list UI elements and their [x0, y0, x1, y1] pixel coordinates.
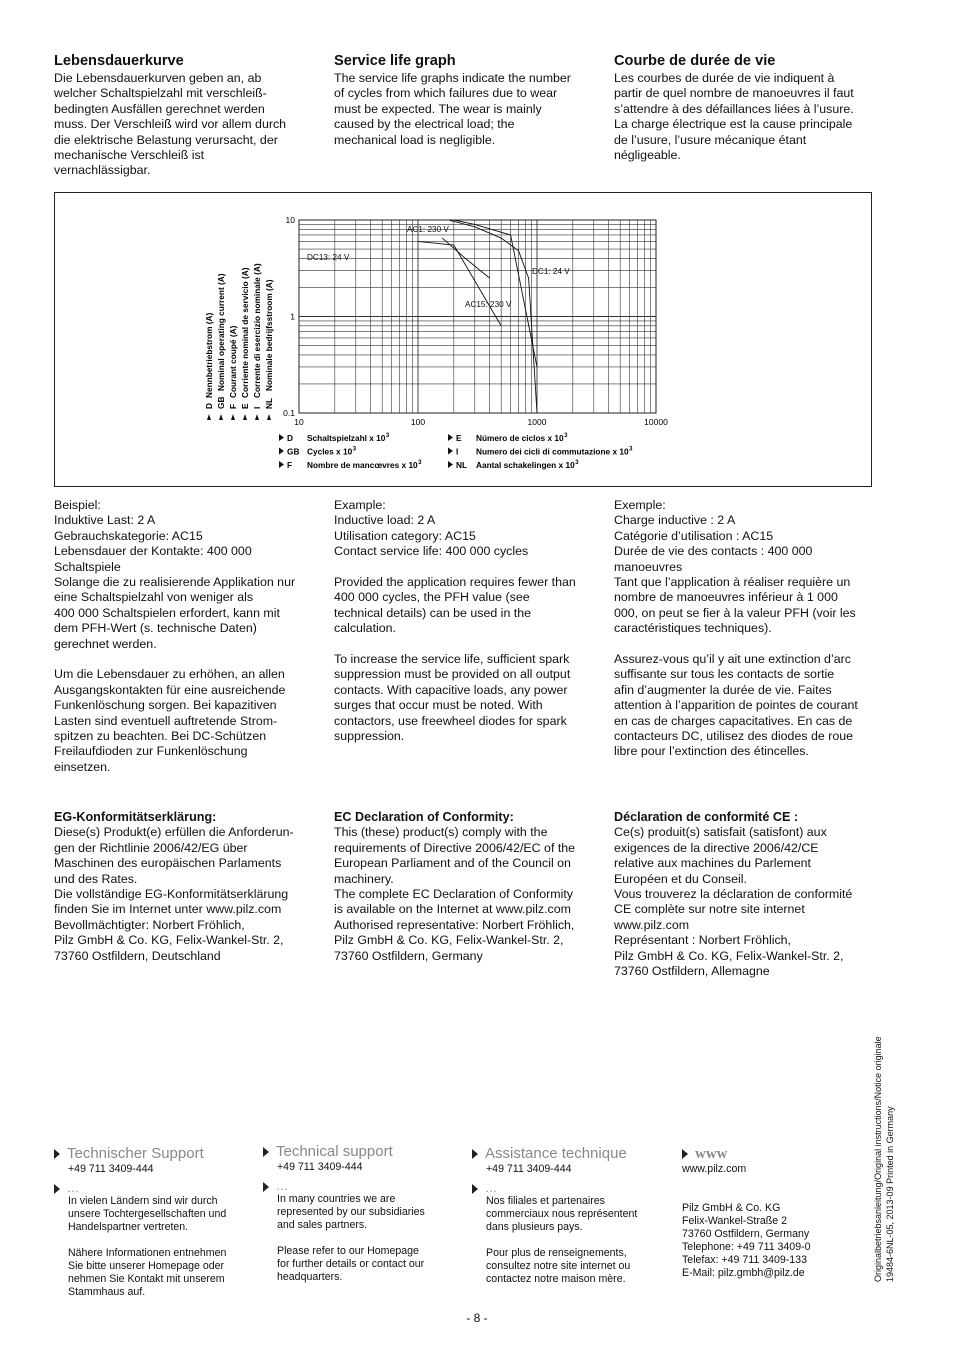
support-info: Nos filiales et partenaires commerciaux nous représentent dans plusieurs pays. Pour plus de renseignements, consultez notre site internet ou contactez notre maison mère. [486, 1195, 638, 1285]
x-axis-label-text: Aantal schakelingen x 10 [476, 460, 575, 470]
service-life-intro-de [54, 53, 312, 179]
x-axis-label-exponent: 3 [385, 433, 390, 439]
y-axis-label-code: F [228, 403, 238, 409]
support-title-row [472, 1145, 662, 1163]
ellipsis: … [67, 1181, 79, 1195]
heading-ec-declaration: EC Declaration of Conformity: [334, 810, 514, 824]
series-label: AC15: 230 V [465, 300, 512, 309]
y-axis-label-text: Nominale bedrijfsstroom (A) [264, 279, 274, 391]
ellipsis: … [276, 1179, 288, 1193]
y-tick-label: 0.1 [283, 408, 295, 418]
paragraph: The service life graphs indicate the number of cycles from which failures due to wear must be expected. The wear is mainly caused by the electrical load; the mechanical load is negligible. [334, 71, 571, 147]
y-axis-label-text: Corrente di esercizio nominale (A) [252, 263, 262, 398]
website-link[interactable]: www.pilz.com [682, 1163, 747, 1175]
support-de [54, 1145, 244, 1299]
support-phone: +49 711 3409-444 [277, 1161, 363, 1173]
x-axis-label-exponent: 3 [564, 433, 568, 439]
y-axis-label-code: I [252, 406, 262, 409]
support-www [682, 1145, 872, 1280]
series-curve [418, 241, 501, 325]
paragraph: Um die Lebensdauer zu erhöhen, an allen Ausgangskontakten für eine ausreichende Funkenlöschung sorgen. Bei kapazitiven Lasten sind eventuell auftretende Strom- spitzen zu beachten. Bei DC-Schützen Freilaufdioden zur Funkenlöschung einsetzen. [54, 667, 286, 774]
x-tick-label: 100 [410, 417, 426, 427]
arrow-up-icon [255, 414, 259, 420]
y-tick-label: 1 [290, 311, 295, 322]
series-label: DC13: 24 V [307, 253, 350, 262]
paragraph: Assurez-vous qu’il y ait une extinction d’arc suffisante sur tous les contacts de sortie afin d’augmenter la durée de vie. Faites attention à l’apparition de pointes de courant en cas de charges capacitatives. En cas de contacteurs DC, utilisez des diodes de roue libre pour l’extinction des étincelles. [614, 652, 858, 759]
conformity-en [334, 810, 592, 964]
example-fr [614, 498, 872, 760]
document-reference [872, 1036, 896, 1282]
series-curve [454, 220, 537, 367]
heading-courbe-duree-de-vie: Courbe de durée de vie [614, 53, 776, 69]
ellipsis: … [485, 1181, 497, 1195]
example-en [334, 498, 592, 744]
series-label: DC1: 24 V [532, 267, 570, 276]
arrow-up-icon [207, 414, 211, 420]
ellipsis-row [54, 1182, 244, 1195]
example-de [54, 498, 312, 775]
x-axis-label-exponent: 3 [629, 446, 633, 453]
company-address: Pilz GmbH & Co. KG Felix-Wankel-Straße 2 73760 Ostfildern, Germany Telephone: +49 711 3409-0 Telefax: +49 711 3409-133 E-Mail: pilz.gmbh@pilz.de [682, 1202, 811, 1279]
support-info: In vielen Ländern sind wir durch unsere Tochtergesellschaften und Handelspartner vertreten. Nähere Informationen entnehmen Sie bitte unserer Homepage oder nehmen Sie Kontakt mit unserem Stammhaus auf. [68, 1195, 227, 1298]
paragraph: To increase the service life, sufficient spark suppression must be provided on all output contacts. With capacitive loads, any power surges that occur must be noted. With contactors, use freewheel diodes for spark suppression. [334, 652, 571, 744]
support-fr [472, 1145, 662, 1286]
x-tick-label: 10000 [644, 417, 668, 427]
x-axis-label-text: Cycles x 10 [307, 446, 353, 457]
support-title-row [54, 1145, 244, 1163]
arrow-right-icon [263, 1182, 269, 1192]
ellipsis-row [263, 1180, 453, 1193]
x-axis-label-code: I [456, 446, 459, 457]
x-axis-label-exponent: 3 [418, 460, 422, 466]
sidenote-line1: Originalbetriebsanleitung/Original instructions/Notice originale [873, 1036, 883, 1282]
support-info: In many countries we are represented by our subsidiaries and sales partners. Please refer to our Homepage for further details or contact our headquarters. [277, 1193, 425, 1283]
paragraph: Ce(s) produit(s) satisfait (satisfont) aux exigences de la directive 2006/42/CE relative aux machines du Parlement Européen et du Conseil. Vous trouverez la déclaration de conformité CE complète sur notre site internet www.pilz.com Représentant : Norbert Fröhlich, Pilz GmbH & Co. KG, Felix-Wankel-Str. 2, 73760 Ostfildern, Allemagne [614, 825, 853, 979]
x-axis-label-code: NL [456, 460, 468, 470]
arrow-up-icon [267, 414, 271, 420]
support-phone: +49 711 3409-444 [68, 1163, 154, 1175]
y-axis-label-code: GB [216, 396, 226, 409]
heading-lebensdauerkurve: Lebensdauerkurve [54, 53, 184, 69]
arrow-right-icon [682, 1149, 688, 1159]
x-axis-label-text: Número de ciclos x 10 [476, 433, 564, 443]
support-title: Technischer Support [67, 1145, 204, 1162]
paragraph: Die Lebensdauerkurven geben an, ab welcher Schaltspielzahl mit verschleiß- bedingten Ausfällen gerechnet werden muss. Der Verschleiß wird vor allem durch die elektrische Belastung verursacht, der mechanische Verschleiß ist vernachlässigbar. [54, 71, 287, 178]
series-label: AC1: 230 V [407, 225, 449, 234]
x-axis-label-code: GB [287, 446, 300, 457]
conformity-fr [614, 810, 872, 979]
y-axis-label-text: Corriente nominal de servicio (A) [240, 267, 250, 398]
y-axis-label-code: D [204, 403, 214, 409]
arrow-right-icon [54, 1149, 60, 1159]
x-axis-label-text: Nombre de mancœvres x 10 [307, 460, 418, 470]
x-tick-label: 10 [294, 417, 304, 427]
y-axis-label-text: Courant coupé (A) [228, 325, 238, 398]
x-axis-label-code: E [456, 433, 462, 443]
heading-declaration-ce: Déclaration de conformité CE : [614, 810, 799, 824]
www-title: www [695, 1146, 728, 1162]
y-tick-label: 10 [285, 215, 295, 225]
sidenote-line2: 19484-6NL-05, 2013-09 Printed in Germany [885, 1106, 895, 1282]
x-axis-label-code: D [287, 433, 293, 443]
y-axis-label-code: E [240, 403, 250, 409]
support-title-row [263, 1143, 453, 1161]
arrow-right-icon [448, 461, 453, 468]
heading-service-life-graph: Service life graph [334, 53, 456, 69]
support-title: Assistance technique [485, 1145, 627, 1162]
paragraph: Diese(s) Produkt(e) erfüllen die Anforderun- gen der Richtlinie 2006/42/EG über Maschinen des europäischen Parlaments und des Rates. Die vollständige EG-Konformitätserklärung finden Sie im Internet unter www.pilz.com Bevollmächtigter: Norbert Fröhlich, Pilz GmbH & Co. KG, Felix-Wankel-Str. 2, 73760 Ostfildern, Deutschland [54, 825, 294, 963]
conformity-de [54, 810, 312, 964]
heading-eg-konformitaet: EG-Konformitätserklärung: [54, 810, 217, 824]
service-life-chart [54, 192, 872, 487]
support-title: Technical support [276, 1143, 393, 1160]
arrow-right-icon [279, 461, 284, 468]
x-axis-label-text: Numero dei cicli di commutazione x 10 [476, 446, 629, 457]
x-tick-label: 1000 [527, 417, 547, 427]
paragraph: Beispiel: Induktive Last: 2 A Gebrauchskategorie: AC15 Lebensdauer der Kontakte: 400 000 Schaltspiele Solange die zu realisierende Applikation nur eine Schaltspielzahl von weniger als 400 000 Schaltspielen erfordert, kann mit dem PFH-Wert (s. technische Daten) gerechnet werden. [54, 498, 296, 651]
arrow-right-icon [472, 1184, 478, 1194]
paragraph: Exemple: Charge inductive : 2 A Catégorie d’utilisation : AC15 Durée de vie des contacts : 400 000 manoeuvres Tant que l’application à réaliser requière un nombre de manoeuvres inférieur à 1 000 000, on peut se fier à la valeur PFH (voir les caractéristiques techniques). [614, 498, 856, 636]
support-phone: +49 711 3409-444 [486, 1163, 572, 1175]
x-axis-label-code: F [287, 460, 293, 470]
y-axis-label-code: NL [264, 397, 274, 409]
x-axis-label-text: Schaltspielzahl x 10 [307, 433, 386, 443]
arrow-right-icon [263, 1147, 269, 1157]
arrow-right-icon [279, 434, 284, 441]
arrow-right-icon [279, 448, 284, 455]
ellipsis-row [472, 1182, 662, 1195]
series-curve [442, 238, 489, 278]
paragraph: This (these) product(s) comply with the requirements of Directive 2006/42/EC of the European Parliament and of the Council on machinery. The complete EC Declaration of Conformity is available on the Internet at www.pilz.com Authorised representative: Norbert Fröhlich, Pilz GmbH & Co. KG, Felix-Wankel-Str. 2, 73760 Ostfildern, Germany [334, 825, 576, 963]
www-title-row [682, 1145, 872, 1163]
arrow-up-icon [231, 414, 235, 420]
paragraph: Example: Inductive load: 2 A Utilisation category: AC15 Contact service life: 400 000 cycles [334, 498, 529, 559]
support-en [263, 1143, 453, 1284]
x-axis-label-exponent: 3 [575, 460, 579, 466]
y-axis-label-text: Nominal operating current (A) [216, 273, 226, 391]
arrow-right-icon [472, 1149, 478, 1159]
paragraph: Provided the application requires fewer than 400 000 cycles, the PFH value (see technical details) can be used in the calculation. [334, 575, 576, 636]
x-axis-label-exponent: 3 [352, 446, 357, 453]
arrow-right-icon [448, 434, 453, 441]
service-life-intro-en [334, 53, 592, 148]
service-life-intro-fr [614, 53, 872, 163]
arrow-up-icon [219, 414, 223, 420]
paragraph: Les courbes de durée de vie indiquent à partir de quel nombre de manoeuvres il faut s’attendre à des défaillances liées à l’usure. La charge électrique est la cause principale de l’usure, l’usure mécanique étant négligeable. [614, 71, 854, 163]
arrow-right-icon [54, 1184, 60, 1194]
y-axis-label-text: Nennbetriebstrom (A) [204, 312, 214, 398]
chart-svg [55, 193, 871, 486]
arrow-right-icon [448, 448, 453, 455]
page-number: - 8 - [466, 1311, 488, 1325]
arrow-up-icon [243, 414, 247, 420]
